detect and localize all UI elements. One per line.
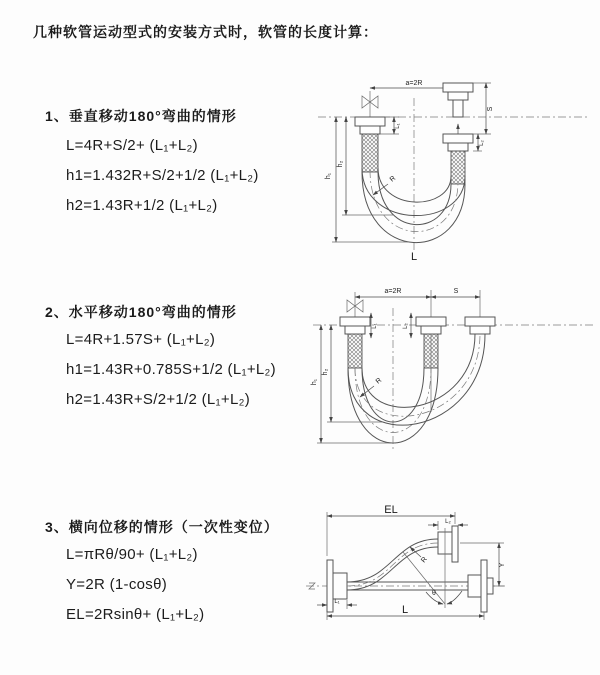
dim-h1-label: h₁ — [311, 378, 318, 386]
dim-radius-label: R — [388, 174, 398, 184]
section-2-heading: 2、水平移动180°弯曲的情形 — [45, 304, 237, 320]
upper-flange — [438, 526, 458, 562]
right-fitting-upper — [443, 83, 473, 117]
dim-angle-label: θ — [432, 590, 436, 597]
dim-h2-label: h₂ — [322, 368, 329, 376]
dim-end1-label: L₁ — [334, 599, 340, 605]
formula-line: EL=2Rsinθ+ (L₁+L₂) — [66, 606, 205, 623]
dim-h2-label: h₂ — [337, 160, 344, 168]
formula-line: L=4R+S/2+ (L₁+L₂) — [66, 137, 198, 154]
hose-bend — [362, 168, 465, 243]
dim-end2-label: L₂ — [445, 519, 451, 525]
dim-length — [327, 604, 484, 620]
dim-stroke — [431, 288, 480, 297]
middle-hose-fitting — [416, 317, 446, 368]
formula-line: h1=1.43R+0.785S+1/2 (L₁+L₂) — [66, 361, 276, 378]
dim-end1-label: L₁ — [395, 123, 401, 129]
braid-section — [362, 134, 378, 172]
dim-end2 — [473, 134, 485, 151]
dim-end1 — [317, 599, 357, 609]
dim-radius-label: R — [420, 555, 429, 565]
dim-span — [355, 288, 431, 297]
section-3-heading: 3、横向位移的情形（一次性变位） — [45, 519, 279, 535]
dim-span-label: a=2R — [384, 288, 402, 295]
valve-icon — [362, 91, 378, 117]
page-title: 几种软管运动型式的安装方式时，软管的长度计算： — [33, 24, 378, 40]
right-fitting-lower — [443, 134, 473, 184]
formula-line: L=4R+1.57S+ (L₁+L₂) — [66, 331, 216, 348]
dim-h1-label: h₁ — [325, 172, 332, 180]
dim-stroke — [473, 83, 494, 134]
right-hose-fitting — [465, 317, 495, 334]
section-1-heading: 1、垂直移动180°弯曲的情形 — [45, 108, 237, 124]
dim-radius — [373, 175, 397, 195]
dim-span-label: a=2R — [405, 80, 423, 87]
dim-stroke-label: S — [453, 288, 459, 295]
dim-end2-label: L₂ — [479, 140, 485, 146]
left-hose-fitting — [340, 317, 370, 368]
dim-el-label: EL — [384, 504, 398, 516]
braid-section — [424, 334, 438, 368]
braid-section — [348, 334, 362, 368]
formula-line: h1=1.432R+S/2+1/2 (L₁+L₂) — [66, 167, 259, 184]
dim-offset-label: Y — [499, 562, 506, 568]
dim-end2 — [403, 313, 411, 338]
dim-stroke-label: S — [487, 106, 494, 112]
diagram-horizontal-180-bend — [308, 280, 598, 460]
dim-end1 — [371, 313, 378, 338]
dim-end1-label: L₁ — [372, 323, 378, 329]
formula-line: h2=1.43R+1/2 (L₁+L₂) — [66, 197, 218, 214]
formula-line: L=πRθ/90+ (L₁+L₂) — [66, 546, 198, 563]
dim-end2 — [428, 519, 468, 530]
right-lower-flange — [468, 560, 493, 612]
formula-line: h2=1.43R+S/2+1/2 (L₁+L₂) — [66, 391, 251, 408]
dim-el — [327, 504, 455, 556]
dim-radius-label: R — [374, 376, 384, 386]
formula-line: Y=2R (1-cosθ) — [66, 576, 168, 593]
dim-end2-label: L₂ — [403, 323, 409, 329]
valve-icon — [347, 292, 363, 317]
diagram-vertical-180-bend — [312, 72, 597, 262]
braid-section — [451, 151, 465, 184]
hose-bend-position2 — [348, 334, 485, 425]
dim-length-label: L — [401, 604, 409, 616]
diagram-lateral-displacement — [300, 498, 600, 658]
dim-length-label: L — [410, 251, 418, 262]
left-hose-fitting — [355, 117, 385, 172]
